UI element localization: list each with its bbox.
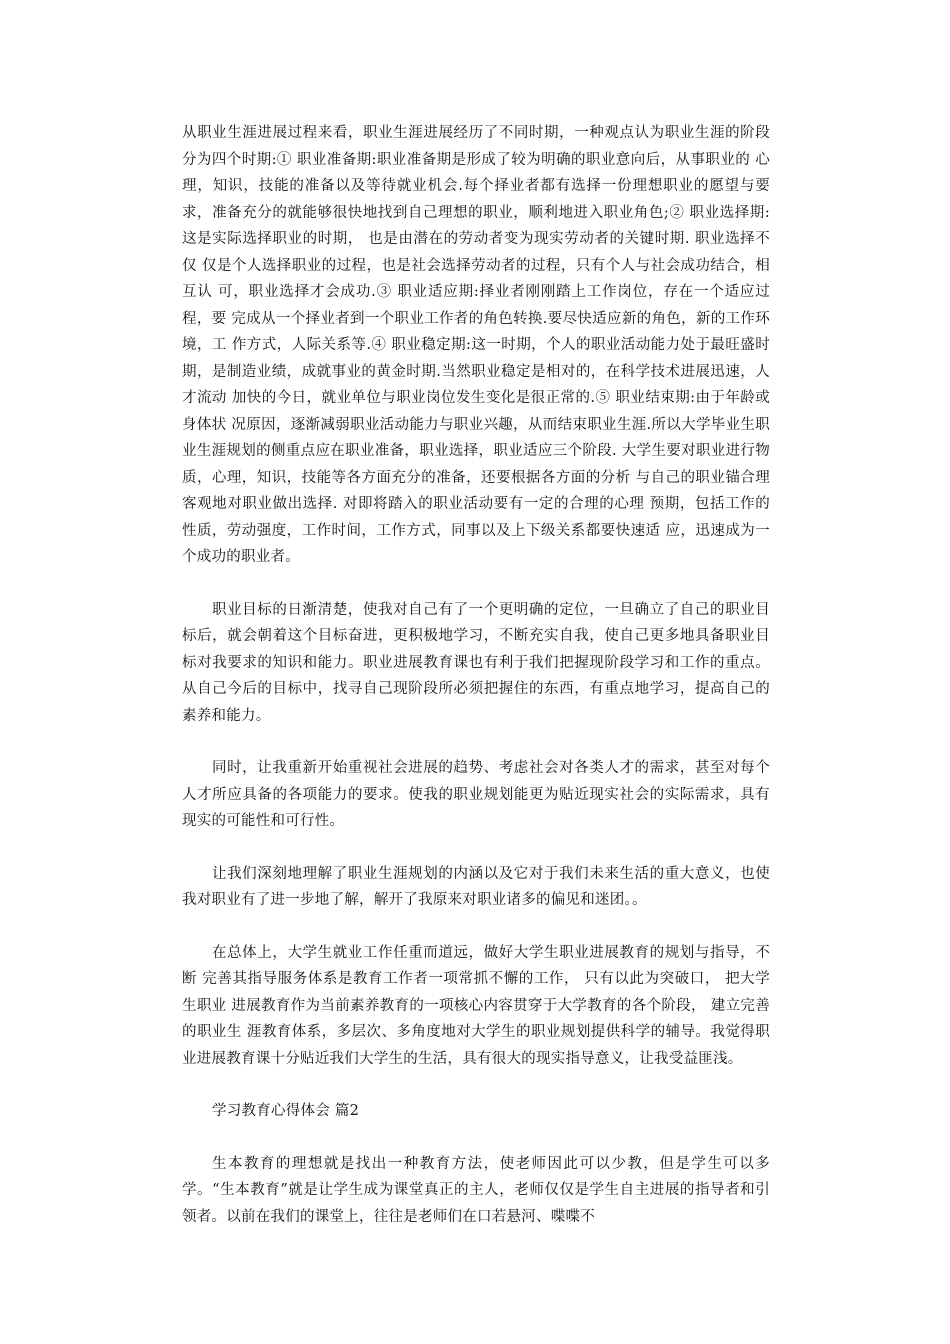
paragraph-career-stages: 从职业生涯进展过程来看，职业生涯进展经历了不同时期，一种观点认为职业生涯的阶段分为四个时期:① 职业准备期:职业准备期是形成了较为明确的职业意向后，从事职业的 心理，知识，技能的准备以及等待就业机会.每个择业者都有选择一份理想职业的愿望与要 求，准备充分的就能够很快地找到自己理想的职业，顺利地进入职业角色;② 职业选择期: 这是实际选择职业的时期， 也是由潜在的劳动者变为现实劳动者的关键时期. 职业选择不仅 仅是个人选择职业的过程，也是社会选择劳动者的过程，只有个人与社会成功结合，相互认 可，职业选择才会成功.③ 职业适应期:择业者刚刚踏上工作岗位，存在一个适应过程，要 完成从一个择业者到一个职业工作者的角色转换.要尽快适应新的角色，新的工作环境，工 作方式，人际关系等.④ 职业稳定期:这一时期，个人的职业活动能力处于最旺盛时期，是制造业绩，成就事业的黄金时期.当然职业稳定是相对的，在科学技术进展迅速，人才流动 加快的今日，就业单位与职业岗位发生变化是很正常的.⑤ 职业结束期:由于年龄或身体状 况原因，逐渐减弱职业活动能力与职业兴趣，从而结束职业生涯.所以大学毕业生职业生涯规划的侧重点应在职业准备，职业选择，职业适应三个阶段. 大学生要对职业进行物质，心理，知识，技能等各方面充分的准备，还要根据各方面的分析 与自己的职业锚合理客观地对职业做出选择. 对即将踏入的职业活动要有一定的合理的心理 预期，包括工作的性质，劳动强度，工作时间，工作方式，同事以及上下级关系都要快速适 应，迅速成为一个成功的职业者。 [182,125,770,565]
section-heading: 学习教育心得体会 篇2 [212,1103,360,1119]
paragraph-student-centered: 生本教育的理想就是找出一种教育方法，使老师因此可以少教，但是学生可以多学。“生本教育”就是让学生成为课堂真正的主人，老师仅仅是学生自主进展的指导者和引领者。以前在我们的课堂上，往往是老师们在口若悬河、喋喋不 [182,1155,770,1225]
document-body [182,120,770,1256]
paragraph-career-goals: 职业目标的日渐清楚，使我对自己有了一个更明确的定位，一旦确立了自己的职业目标后，就会朝着这个目标奋进，更积极地学习，不断充实自我，使自己更多地具备职业目标对我要求的知识和能力。职业进展教育课也有利于我们把握现阶段学习和工作的重点。从自己今后的目标中，找寻自己现阶段所必须把握住的东西，有重点地学习，提高自己的素养和能力。 [182,601,770,724]
paragraph-conclusion: 在总体上，大学生就业工作任重而道远，做好大学生职业进展教育的规划与指导，不断 完善其指导服务体系是教育工作者一项常抓不懈的工作， 只有以此为突破口， 把大学生职业 进展教育作为当前素养教育的一项核心内容贯穿于大学教育的各个阶段， 建立完善的职业生 涯教育体系，多层次、多角度地对大学生的职业规划提供科学的辅导。我觉得职业进展教育课十分贴近我们大学生的生活，具有很大的现实指导意义，让我受益匪浅。 [182,944,770,1067]
paragraph-social-needs: 同时，让我重新开始重视社会进展的趋势、考虑社会对各类人才的需求，甚至对每个人才所应具备的各项能力的要求。使我的职业规划能更为贴近现实社会的实际需求，具有现实的可能性和可行性。 [182,760,770,829]
paragraph-understanding: 让我们深刻地理解了职业生涯规划的内涵以及它对于我们未来生活的重大意义，也使我对职业有了进一步地了解，解开了我原来对职业诸多的偏见和迷团。。 [182,865,770,908]
